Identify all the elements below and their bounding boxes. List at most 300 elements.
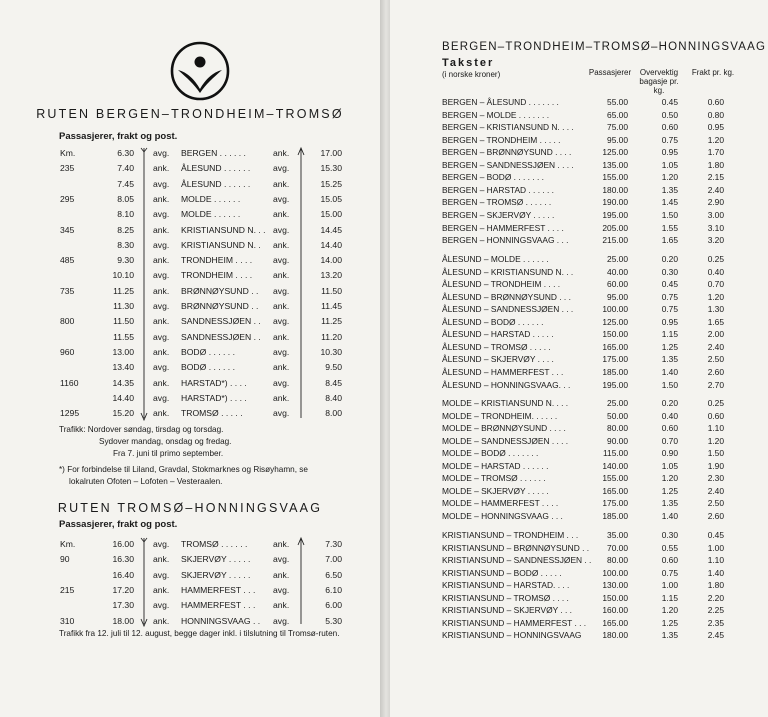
fare-row	[0, 411, 768, 424]
schedule-cell-km: 1295	[60, 408, 80, 419]
schedule-cell-st: TRONDHEIM . . . .	[181, 270, 253, 281]
fare-route: KRISTIANSUND – HARSTAD. . . .	[442, 580, 570, 591]
schedule-cell-t2: 7.30	[325, 539, 342, 549]
fare-route: BERGEN – KRISTIANSUND N. . . .	[442, 122, 574, 133]
fare-row	[0, 329, 768, 342]
schedule-cell-t2: 11.20	[321, 331, 342, 342]
schedule-cell-k2: ank.	[273, 301, 290, 311]
schedule-cell-st: SKJERVØY . . . . .	[181, 569, 251, 580]
fare-freight: 3.00	[707, 209, 724, 220]
fare-row	[0, 185, 768, 198]
fare-row	[0, 448, 768, 461]
schedule-cell-km: 345	[60, 224, 75, 235]
schedule-cell-k2: ank.	[273, 239, 290, 250]
schedule-cell-km: 295	[60, 193, 75, 204]
fare-baggage: 1.35	[661, 498, 678, 509]
schedule-cell-k2: avg.	[273, 316, 290, 327]
schedule-cell-st: BODØ . . . . . .	[181, 362, 235, 373]
fare-freight: 0.70	[707, 279, 724, 290]
fare-baggage: 1.00	[661, 580, 678, 591]
schedule-cell-k1: avg.	[153, 392, 170, 403]
fare-baggage: 0.30	[661, 530, 678, 540]
fare-baggage: 0.45	[661, 279, 678, 290]
fare-route: MOLDE – HAMMERFEST . . . .	[442, 498, 559, 509]
fare-route: MOLDE – HARSTAD . . . . . .	[442, 460, 549, 471]
schedule-cell-k1: avg.	[153, 178, 170, 189]
fare-passenger: 175.00	[602, 498, 628, 509]
fare-row	[0, 160, 768, 173]
schedule-cell-t1: 17.30	[112, 600, 134, 611]
fare-freight: 2.50	[707, 354, 724, 365]
schedule-cell-st: MOLDE . . . . . .	[181, 193, 241, 204]
fare-baggage: 1.65	[661, 235, 678, 246]
fare-route: ÅLESUND – SANDNESSJØEN . . .	[442, 304, 574, 315]
schedule-cell-t2: 8.45	[325, 377, 342, 388]
fare-row	[0, 110, 768, 123]
schedule-cell-st: BRØNNØYSUND . .	[181, 285, 259, 296]
fare-route: MOLDE – HONNINGSVAAG . . .	[442, 510, 563, 521]
fare-passenger: 70.00	[607, 542, 628, 553]
fare-freight: 1.20	[707, 134, 724, 145]
fare-route: BERGEN – HARSTAD . . . . . .	[442, 184, 554, 195]
schedule-cell-k1: avg.	[153, 600, 170, 611]
fare-route: BERGEN – HONNINGSVAAG . . .	[442, 235, 569, 246]
schedule-cell-t2: 14.00	[320, 255, 342, 266]
schedule-cell-t1: 16.40	[112, 569, 134, 580]
fare-passenger: 25.00	[607, 254, 628, 264]
schedule-cell-k1: avg.	[153, 362, 170, 373]
fare-baggage: 0.95	[661, 316, 678, 327]
fare-row	[0, 423, 768, 436]
schedule-cell-st: KRISTIANSUND N. . .	[181, 224, 266, 235]
schedule-cell-t2: 9.50	[325, 362, 342, 373]
traffic-note: Fra 7. juni til primo september.	[113, 449, 224, 458]
fare-passenger: 35.00	[607, 530, 628, 540]
fare-row	[0, 511, 768, 524]
schedule-subtitle: Passasjerer, frakt og post.	[59, 131, 178, 142]
schedule-cell-t1: 13.40	[112, 362, 134, 373]
fare-freight: 2.25	[707, 605, 724, 616]
fare-freight: 0.60	[707, 410, 724, 421]
fare-baggage: 0.40	[661, 410, 678, 421]
schedule-cell-st: KRISTIANSUND N. .	[181, 239, 261, 250]
schedule-cell-km: 735	[60, 285, 75, 296]
schedule-cell-t1: 8.05	[117, 193, 134, 204]
schedule-cell-k2: ank.	[273, 539, 290, 549]
traffic-note: Trafikk fra 12. juli til 12. august, begge dager inkl. i tilslutning til Tromsø-ruten.	[59, 629, 340, 638]
fare-passenger: 165.00	[602, 485, 628, 496]
fare-route: BERGEN – MOLDE . . . . . . .	[442, 109, 550, 120]
fare-row	[0, 593, 768, 606]
fare-passenger: 80.00	[607, 423, 628, 434]
schedule-cell-t2: 8.40	[325, 392, 342, 403]
schedule-cell-t1: 13.00	[112, 346, 134, 357]
fare-row	[0, 135, 768, 148]
schedule-cell-t2: 7.00	[325, 554, 342, 565]
schedule-cell-st: SANDNESSJØEN . .	[181, 331, 261, 342]
schedule-cell-km: 215	[60, 584, 75, 595]
schedule-cell-k2: avg.	[273, 408, 290, 419]
schedule-cell-k1: avg.	[153, 569, 170, 580]
fare-row	[0, 543, 768, 556]
fare-route: MOLDE – TRONDHEIM. . . . . .	[442, 410, 558, 421]
schedule-cell-st: HONNINGSVAAG . .	[181, 615, 261, 626]
fare-baggage: 1.05	[661, 159, 678, 170]
fare-row	[0, 605, 768, 618]
fare-passenger: 150.00	[602, 329, 628, 340]
schedule-subtitle: Passasjerer, frakt og post.	[59, 519, 178, 530]
fare-route: ÅLESUND – TRONDHEIM . . . .	[442, 279, 561, 290]
fare-baggage: 0.75	[661, 304, 678, 315]
schedule-cell-k2: avg.	[273, 224, 290, 235]
fare-baggage: 1.05	[661, 460, 678, 471]
schedule-cell-k1: avg.	[153, 148, 170, 158]
fare-freight: 1.20	[707, 435, 724, 446]
fare-freight: 2.70	[707, 379, 724, 390]
schedule-cell-k2: ank.	[273, 148, 290, 158]
fare-passenger: 65.00	[607, 109, 628, 120]
fare-row	[0, 304, 768, 317]
schedule-cell-km: 960	[60, 346, 75, 357]
fare-passenger: 100.00	[602, 304, 628, 315]
schedule-cell-st: HAMMERFEST . . .	[181, 600, 256, 611]
fare-freight: 0.25	[707, 254, 724, 264]
fare-passenger: 180.00	[602, 630, 628, 641]
fare-baggage: 1.15	[661, 592, 678, 603]
fare-row	[0, 210, 768, 223]
schedule-cell-t2: 6.10	[325, 584, 342, 595]
fare-row	[0, 367, 768, 380]
fare-route: KRISTIANSUND – TROMSØ . . . .	[442, 592, 569, 603]
schedule-cell-k1: avg.	[153, 209, 170, 220]
fare-baggage: 0.20	[661, 398, 678, 408]
fare-route: BERGEN – BODØ . . . . . . .	[442, 172, 544, 183]
fare-route: BERGEN – TRONDHEIM . . . . .	[442, 134, 561, 145]
schedule-cell-st: SANDNESSJØEN . .	[181, 316, 261, 327]
fare-row	[0, 473, 768, 486]
fare-passenger: 100.00	[602, 567, 628, 578]
fare-row	[0, 254, 768, 267]
schedule-cell-t2: 14.40	[320, 239, 342, 250]
fare-baggage: 0.75	[661, 291, 678, 302]
schedule-cell-k1: avg.	[153, 239, 170, 250]
fare-passenger: 195.00	[602, 209, 628, 220]
col-header-passengers: Passasjerer	[588, 68, 632, 77]
schedule-cell-k1: ank.	[153, 316, 170, 327]
schedule-cell-t1: 15.20	[112, 408, 134, 419]
fare-freight: 1.80	[707, 580, 724, 591]
schedule-cell-t1: 7.45	[117, 178, 134, 189]
schedule-cell-t2: 13.20	[320, 270, 342, 281]
col-header-freight: Frakt pr. kg.	[691, 68, 735, 77]
schedule-cell-st: ÅLESUND . . . . . .	[181, 178, 251, 189]
fare-row	[0, 172, 768, 185]
route-title-tromso-honningsvaag: RUTEN TROMSØ–HONNINGSVAAG	[57, 501, 323, 515]
schedule-cell-st: HARSTAD*) . . . .	[181, 392, 247, 403]
fare-freight: 2.40	[707, 341, 724, 352]
fare-row	[0, 267, 768, 280]
schedule-cell-k1: avg.	[153, 301, 170, 311]
fare-route: MOLDE – BRØNNØYSUND . . . .	[442, 423, 566, 434]
fare-baggage: 1.20	[661, 172, 678, 183]
schedule-cell-t2: 15.05	[320, 193, 342, 204]
fare-row	[0, 147, 768, 160]
schedule-cell-t1: 14.40	[112, 392, 134, 403]
fare-row	[0, 436, 768, 449]
footnote: *) For forbindelse til Liland, Gravdal, Stokmarknes og Risøyhamn, se	[59, 465, 308, 474]
fare-freight: 2.45	[707, 630, 724, 641]
fare-row	[0, 97, 768, 110]
fare-route: BERGEN – ÅLESUND . . . . . . .	[442, 97, 559, 107]
fare-table-subtitle: Takster	[442, 57, 495, 69]
schedule-cell-k1: ank.	[153, 346, 170, 357]
fare-row	[0, 235, 768, 248]
fare-row	[0, 486, 768, 499]
schedule-cell-t1: 18.00	[112, 615, 134, 626]
fare-passenger: 185.00	[602, 366, 628, 377]
schedule-cell-st: SKJERVØY . . . . .	[181, 554, 251, 565]
fare-route: ÅLESUND – BRØNNØYSUND . . .	[442, 291, 571, 302]
fare-route: ÅLESUND – HONNINGSVAAG. . .	[442, 379, 571, 390]
fare-freight: 1.80	[707, 159, 724, 170]
schedule-cell-t2: 11.50	[321, 285, 342, 296]
schedule-cell-t2: 5.30	[325, 615, 342, 626]
fare-route: BERGEN – TROMSØ . . . . . .	[442, 197, 552, 208]
schedule-cell-t1: 17.20	[112, 584, 134, 595]
fare-route: BERGEN – SKJERVØY . . . . .	[442, 209, 555, 220]
fare-freight: 1.10	[707, 555, 724, 566]
schedule-cell-km: 485	[60, 255, 75, 266]
fare-passenger: 150.00	[602, 592, 628, 603]
schedule-cell-km: 90	[60, 554, 70, 565]
schedule-cell-st: TRONDHEIM . . . .	[181, 255, 253, 266]
fare-passenger: 155.00	[602, 473, 628, 484]
fare-passenger: 25.00	[607, 398, 628, 408]
fare-passenger: 95.00	[607, 134, 628, 145]
schedule-cell-k2: avg.	[273, 285, 290, 296]
traffic-note: Trafikk: Nordover søndag, tirsdag og torsdag.	[59, 425, 224, 434]
fare-baggage: 0.55	[661, 542, 678, 553]
fare-row	[0, 354, 768, 367]
fare-freight: 1.20	[707, 291, 724, 302]
fare-baggage: 0.60	[661, 555, 678, 566]
schedule-cell-k2: avg.	[273, 346, 290, 357]
schedule-cell-km: Km.	[60, 539, 76, 549]
schedule-cell-k2: avg.	[273, 615, 290, 626]
fare-freight: 2.30	[707, 473, 724, 484]
fare-table-title: BERGEN–TRONDHEIM–TROMSØ–HONNINGSVAAG	[442, 41, 767, 53]
fare-baggage: 1.25	[661, 341, 678, 352]
fare-route: KRISTIANSUND – SKJERVØY . . .	[442, 605, 573, 616]
fare-route: ÅLESUND – SKJERVØY . . . .	[442, 354, 554, 365]
schedule-cell-km: Km.	[60, 148, 76, 158]
fare-baggage: 1.35	[661, 630, 678, 641]
fare-freight: 2.15	[707, 172, 724, 183]
schedule-cell-st: TROMSØ . . . . . .	[181, 539, 248, 549]
fare-baggage: 1.20	[661, 473, 678, 484]
fare-row	[0, 461, 768, 474]
fare-passenger: 80.00	[607, 555, 628, 566]
fare-row	[0, 530, 768, 543]
fare-baggage: 0.30	[661, 266, 678, 277]
schedule-cell-st: BODØ . . . . . .	[181, 346, 235, 357]
currency-note: (i norske kroner)	[442, 70, 501, 79]
fare-row	[0, 568, 768, 581]
schedule-cell-st: BERGEN . . . . . .	[181, 148, 246, 158]
fare-freight: 3.20	[707, 235, 724, 246]
schedule-cell-k2: ank.	[273, 600, 290, 611]
fare-passenger: 165.00	[602, 617, 628, 628]
fare-row	[0, 498, 768, 511]
fare-baggage: 1.35	[661, 184, 678, 195]
fare-row	[0, 580, 768, 593]
schedule-cell-k2: ank.	[273, 209, 290, 220]
fare-route: BERGEN – BRØNNØYSUND . . . .	[442, 147, 572, 158]
fare-baggage: 1.15	[661, 329, 678, 340]
schedule-cell-t2: 6.00	[325, 600, 342, 611]
fare-route: MOLDE – KRISTIANSUND N. . . .	[442, 398, 569, 408]
fare-route: ÅLESUND – TROMSØ . . . . .	[442, 341, 551, 352]
fare-freight: 1.40	[707, 567, 724, 578]
fare-passenger: 50.00	[607, 410, 628, 421]
schedule-cell-k1: avg.	[153, 270, 170, 281]
fare-route: KRISTIANSUND – HAMMERFEST . . .	[442, 617, 587, 628]
fare-freight: 1.70	[707, 147, 724, 158]
schedule-cell-t2: 10.30	[320, 346, 342, 357]
schedule-cell-k1: ank.	[153, 255, 170, 266]
fare-freight: 2.60	[707, 510, 724, 521]
fare-baggage: 0.50	[661, 109, 678, 120]
fare-route: KRISTIANSUND – BRØNNØYSUND . .	[442, 542, 590, 553]
fare-row	[0, 317, 768, 330]
schedule-cell-t1: 7.40	[117, 163, 134, 174]
fare-route: KRISTIANSUND – HONNINGSVAAG	[442, 630, 582, 641]
fare-baggage: 1.20	[661, 605, 678, 616]
fare-baggage: 1.25	[661, 485, 678, 496]
schedule-cell-k2: avg.	[273, 163, 290, 174]
fare-row	[0, 377, 768, 393]
fare-baggage: 1.45	[661, 197, 678, 208]
fare-baggage: 0.60	[661, 122, 678, 133]
fare-baggage: 1.50	[661, 379, 678, 390]
fare-freight: 1.10	[707, 423, 724, 434]
fare-freight: 3.10	[707, 222, 724, 233]
fare-passenger: 90.00	[607, 435, 628, 446]
fare-passenger: 180.00	[602, 184, 628, 195]
schedule-cell-t2: 14.45	[320, 224, 342, 235]
schedule-cell-t2: 8.00	[325, 408, 342, 419]
fare-baggage: 1.40	[661, 366, 678, 377]
shipping-line-logo-icon	[169, 40, 231, 102]
fare-row	[0, 197, 768, 210]
schedule-cell-t2: 11.45	[321, 301, 342, 311]
fare-route: ÅLESUND – MOLDE . . . . . .	[442, 254, 549, 264]
schedule-cell-k1: ank.	[153, 584, 170, 595]
schedule-cell-t1: 16.00	[112, 539, 134, 549]
fare-passenger: 140.00	[602, 460, 628, 471]
route-title-bergen-tromso: RUTEN BERGEN–TRONDHEIM–TROMSØ	[36, 107, 344, 121]
schedule-cell-k2: avg.	[273, 554, 290, 565]
schedule-cell-k1: avg.	[153, 331, 170, 342]
fare-passenger: 135.00	[602, 159, 628, 170]
fare-route: BERGEN – SANDNESSJØEN . . . .	[442, 159, 574, 170]
schedule-cell-k2: ank.	[273, 392, 290, 403]
schedule-cell-st: HAMMERFEST . . .	[181, 584, 256, 595]
schedule-cell-k1: ank.	[153, 615, 170, 626]
schedule-cell-k2: avg.	[273, 193, 290, 204]
schedule-cell-t1: 6.30	[117, 148, 134, 158]
fare-route: MOLDE – BODØ . . . . . . .	[442, 448, 539, 459]
fare-route: ÅLESUND – HAMMERFEST . . .	[442, 366, 564, 377]
fare-passenger: 155.00	[602, 172, 628, 183]
schedule-cell-t2: 15.30	[320, 163, 342, 174]
fare-row	[0, 398, 768, 411]
fare-freight: 2.50	[707, 498, 724, 509]
fare-freight: 0.40	[707, 266, 724, 277]
fare-freight: 1.90	[707, 460, 724, 471]
schedule-cell-k2: ank.	[273, 569, 290, 580]
fare-baggage: 0.75	[661, 567, 678, 578]
schedule-cell-t1: 10.10	[112, 270, 134, 281]
schedule-cell-km: 310	[60, 615, 75, 626]
schedule-cell-k1: ank.	[153, 285, 170, 296]
fare-passenger: 185.00	[602, 510, 628, 521]
fare-route: ÅLESUND – HARSTAD . . . . .	[442, 329, 554, 340]
fare-route: MOLDE – TROMSØ . . . . . .	[442, 473, 546, 484]
fare-passenger: 75.00	[607, 122, 628, 133]
schedule-cell-k2: avg.	[273, 584, 290, 595]
fare-freight: 0.25	[707, 398, 724, 408]
fare-baggage: 0.45	[661, 97, 678, 107]
schedule-cell-t1: 9.30	[117, 255, 134, 266]
schedule-cell-t2: 15.00	[320, 209, 342, 220]
schedule-cell-k2: avg.	[273, 377, 290, 388]
fare-route: KRISTIANSUND – TRONDHEIM . . .	[442, 530, 579, 540]
schedule-cell-km: 1160	[60, 377, 79, 388]
fare-baggage: 1.40	[661, 510, 678, 521]
fare-passenger: 55.00	[607, 97, 628, 107]
fare-freight: 2.40	[707, 184, 724, 195]
fare-freight: 2.35	[707, 617, 724, 628]
schedule-cell-k1: ank.	[153, 377, 170, 388]
schedule-cell-t1: 8.30	[117, 239, 134, 250]
fare-baggage: 1.25	[661, 617, 678, 628]
fare-freight: 0.80	[707, 109, 724, 120]
fare-passenger: 95.00	[607, 291, 628, 302]
fare-passenger: 125.00	[602, 316, 628, 327]
fare-row	[0, 630, 768, 643]
schedule-cell-t1: 8.25	[117, 224, 134, 235]
footnote: lokalruten Ofoten – Lofoten – Vesteraalen.	[69, 477, 223, 486]
fare-freight: 1.50	[707, 448, 724, 459]
fare-baggage: 0.90	[661, 448, 678, 459]
fare-passenger: 60.00	[607, 279, 628, 290]
fare-baggage: 0.95	[661, 147, 678, 158]
schedule-cell-t2: 6.50	[325, 569, 342, 580]
fare-freight: 0.60	[707, 97, 724, 107]
schedule-cell-t1: 11.50	[113, 316, 134, 327]
fare-freight: 1.65	[707, 316, 724, 327]
fare-freight: 0.45	[707, 530, 724, 540]
fare-passenger: 175.00	[602, 354, 628, 365]
schedule-cell-km: 235	[60, 163, 75, 174]
fare-freight: 1.30	[707, 304, 724, 315]
schedule-cell-k2: ank.	[273, 270, 290, 281]
fare-baggage: 1.55	[661, 222, 678, 233]
fare-passenger: 195.00	[602, 379, 628, 390]
fare-freight: 2.20	[707, 592, 724, 603]
schedule-cell-k2: ank.	[273, 362, 290, 373]
